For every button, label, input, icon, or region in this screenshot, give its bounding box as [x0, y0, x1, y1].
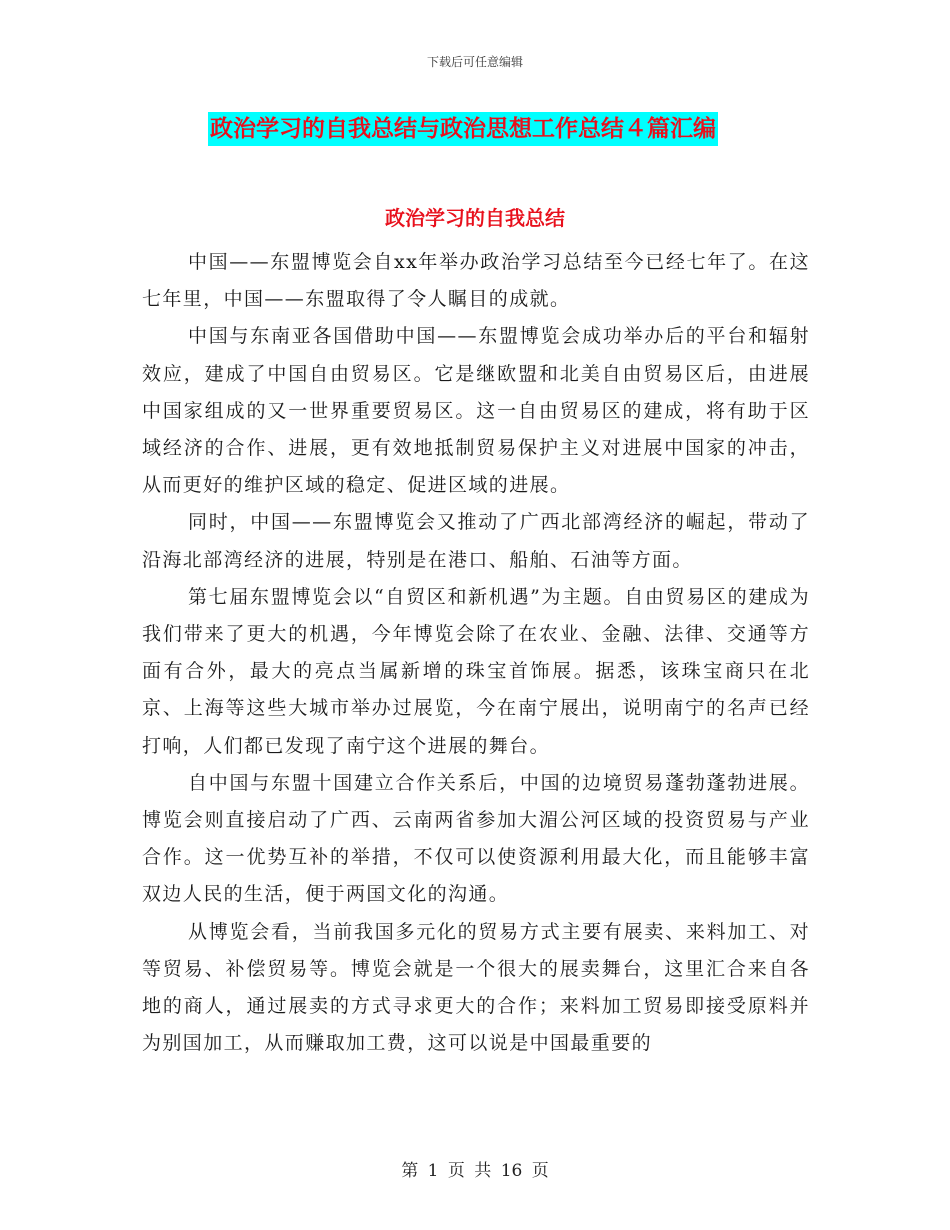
document-title: 政治学习的自我总结与政治思想工作总结４篇汇编	[208, 112, 718, 146]
document-body	[142, 244, 810, 1062]
paragraph: 第七届东盟博览会以“自贸区和新机遇”为主题。自由贸易区的建成为我们带来了更大的机遇，今年博览会除了在农业、金融、法律、交通等方面有合外，最大的亮点当属新增的珠宝首饰展。据悉，该珠宝商只在北京、上海等这些大城市举办过展览，今在南宁展出，说明南宁的名声已经打响，人们都已发现了南宁这个进展的舞台。	[142, 585, 810, 757]
paragraph: 自中国与东盟十国建立合作关系后，中国的边境贸易蓬勃蓬勃进展。博览会则直接启动了广西、云南两省参加大湄公河区域的投资贸易与产业合作。这一优势互补的举措，不仅可以使资源利用最大化，而且能够丰富双边人民的生活，便于两国文化的沟通。	[142, 771, 810, 906]
paragraph: 中国与东南亚各国借助中国——东盟博览会成功举办后的平台和辐射效应，建成了中国自由贸易区。它是继欧盟和北美自由贸易区后，由进展中国家组成的又一世界重要贸易区。这一自由贸易区的建成，将有助于区域经济的合作、进展，更有效地抵制贸易保护主义对进展中国家的冲击，从而更好的维护区域的稳定、促进区域的进展。	[142, 325, 810, 497]
paragraph: 中国——东盟博览会自xx年举办政治学习总结至今已经七年了。在这七年里，中国——东盟取得了令人瞩目的成就。	[142, 251, 810, 311]
page-header-note: 下载后可任意编辑	[426, 55, 523, 69]
section-title: 政治学习的自我总结	[385, 206, 565, 230]
paragraph: 同时，中国——东盟博览会又推动了广西北部湾经济的崛起，带动了沿海北部湾经济的进展，特别是在港口、船舶、石油等方面。	[142, 511, 810, 571]
paragraph: 从博览会看，当前我国多元化的贸易方式主要有展卖、来料加工、对等贸易、补偿贸易等。博览会就是一个很大的展卖舞台，这里汇合来自各地的商人，通过展卖的方式寻求更大的合作；来料加工贸易即接受原料并为别国加工，从而赚取加工费，这可以说是中国最重要的	[142, 920, 810, 1055]
page-number: 第 1 页 共 16 页	[401, 1161, 549, 1181]
